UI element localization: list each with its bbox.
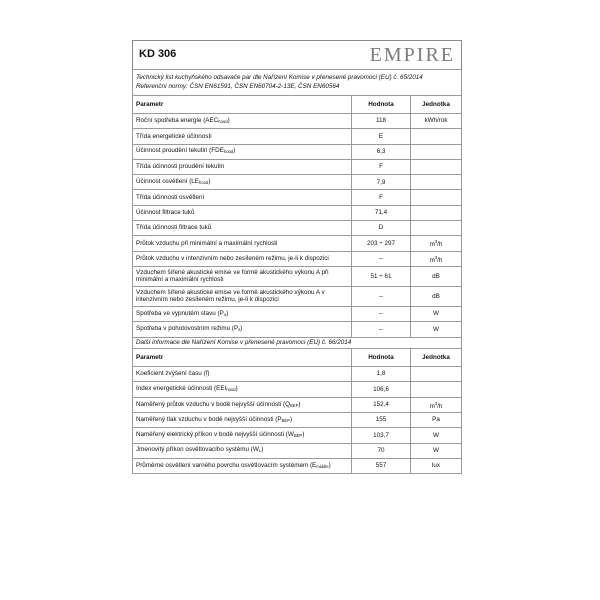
param-value: D [352,221,411,236]
table-row [133,144,462,159]
param-unit: dB [411,286,462,306]
param-label: Účinnost osvětlení $(LE_{hood})$ [133,175,352,190]
table-row [133,266,462,286]
table-row [133,221,462,236]
header-jednotka: Jednotka [411,96,462,114]
param-value: 557 [352,458,411,473]
param-label: Vzduchem šířené akustické emise ve formě akustického výkonu A v intenzivním nebo zesíleném režimu, je-li k dispozici [133,286,352,306]
param-value: -- [352,286,411,306]
table-row [133,251,462,266]
param-unit: W [411,443,462,458]
param-label: Průměrné osvětlení varného povrchu osvětlovacím systémem $(E_{middle})$ [133,458,352,473]
param-unit: $m^3/h$ [411,236,462,251]
param-unit [411,205,462,220]
param-label: Koeficient zvýšení času (f) [133,367,352,382]
parameters-table [132,69,462,474]
table-row [133,175,462,190]
param-value: F [352,159,411,174]
table-row [133,159,462,174]
param-label: Index energetické účinnosti $(EEI_{hood})$ [133,382,352,397]
table-row [133,129,462,144]
param-label: Třída účinnosti osvětlení [133,190,352,205]
param-value: 155 [352,412,411,427]
table2-header-row [133,349,462,367]
additional-info-note: Další informace dle Nařízení Komise v přenesené pravomoci (EU) č. 66/2014 [133,337,462,349]
param-unit: $m^3/h$ [411,397,462,412]
param-label: Naměřený tlak vzduchu v bodě nejvyšší účinnosti $(P_{BEP})$ [133,412,352,427]
param-label: Průtok vzduchu v intenzivním nebo zesíleném režimu, je-li k dispozici [133,251,352,266]
table-row [133,190,462,205]
table-row [133,382,462,397]
param-value: 118 [352,114,411,129]
param-label: Naměřený průtok vzduchu v bodě nejvyšší účinnosti $(Q_{BEP})$ [133,397,352,412]
param-unit [411,175,462,190]
param-label: Spotřeba ve vypnutém stavu $(P_o)$ [133,306,352,321]
intro-text [133,70,462,96]
header-hodnota: Hodnota [352,96,411,114]
param-unit: $m^3/h$ [411,251,462,266]
param-value: -- [352,251,411,266]
table-row [133,458,462,473]
param-label: Naměřený elektrický příkon v bodě nejvyšší účinnosti $(W_{BEP})$ [133,428,352,443]
table-row [133,367,462,382]
param-unit [411,382,462,397]
param-value: -- [352,306,411,321]
param-unit [411,129,462,144]
param-label: Jmenovitý příkon osvětlovacího systému $(W_L)$ [133,443,352,458]
param-unit: W [411,428,462,443]
header-parametr: Parametr [133,96,352,114]
table1-header-row [133,96,462,114]
table-row [133,322,462,337]
param-unit: Pa [411,412,462,427]
param-unit [411,159,462,174]
param-label: Průtok vzduchu při minimální a maximální rychlosti [133,236,352,251]
param-label: Třída energetické účinnosti [133,129,352,144]
brand-logo: EMPIRE [369,44,455,66]
param-label: Spotřeba v pohotovostním režimu $(P_s)$ [133,322,352,337]
table-row [133,397,462,412]
table-row [133,443,462,458]
param-value: 152,4 [352,397,411,412]
param-value: 203 ÷ 297 [352,236,411,251]
param-unit: kWh/rok [411,114,462,129]
param-value: E [352,129,411,144]
table-row [133,428,462,443]
param-unit [411,367,462,382]
param-value: 106,6 [352,382,411,397]
param-unit: dB [411,266,462,286]
intro-line-1: Technický list kuchyňského odsavače par dle Nařízení Komise v přenesené pravomoci (EU) č. 65/2014 [136,74,423,82]
param-value: 70 [352,443,411,458]
param-label: Roční spotřeba energie $(AEC_{hood})$ [133,114,352,129]
param-unit [411,221,462,236]
header-parametr: Parametr [133,349,352,367]
header-hodnota: Hodnota [352,349,411,367]
param-label: Třída účinnosti filtrace tuků [133,221,352,236]
param-value: 103,7 [352,428,411,443]
param-label: Třída účinnosti proudění tekutin [133,159,352,174]
param-unit: lux [411,458,462,473]
table-row [133,236,462,251]
param-value: 6,3 [352,144,411,159]
param-unit [411,144,462,159]
param-label: Účinnost filtrace tuků [133,205,352,220]
table-row [133,306,462,321]
table-row [133,412,462,427]
param-label: Vzduchem šířené akustické emise ve formě akustického výkonu A při minimální a maximální rychlosti [133,266,352,286]
param-value: 71,4 [352,205,411,220]
sheet-header [132,40,462,69]
intro-line-2: Referenční normy: ČSN EN61591, ČSN EN60704-2-13E, ČSN EN60564 [136,82,340,90]
param-unit: W [411,306,462,321]
param-value: 7,9 [352,175,411,190]
param-value: -- [352,322,411,337]
param-unit: W [411,322,462,337]
param-unit [411,190,462,205]
table-row [133,205,462,220]
table-row [133,286,462,306]
table-row [133,114,462,129]
param-label: Účinnost proudění tekutin $(FDE_{hood})$ [133,144,352,159]
header-jednotka: Jednotka [411,349,462,367]
datasheet [132,40,462,560]
param-value: 1,8 [352,367,411,382]
model-name: KD 306 [139,48,177,60]
param-value: F [352,190,411,205]
param-value: 51 ÷ 61 [352,266,411,286]
